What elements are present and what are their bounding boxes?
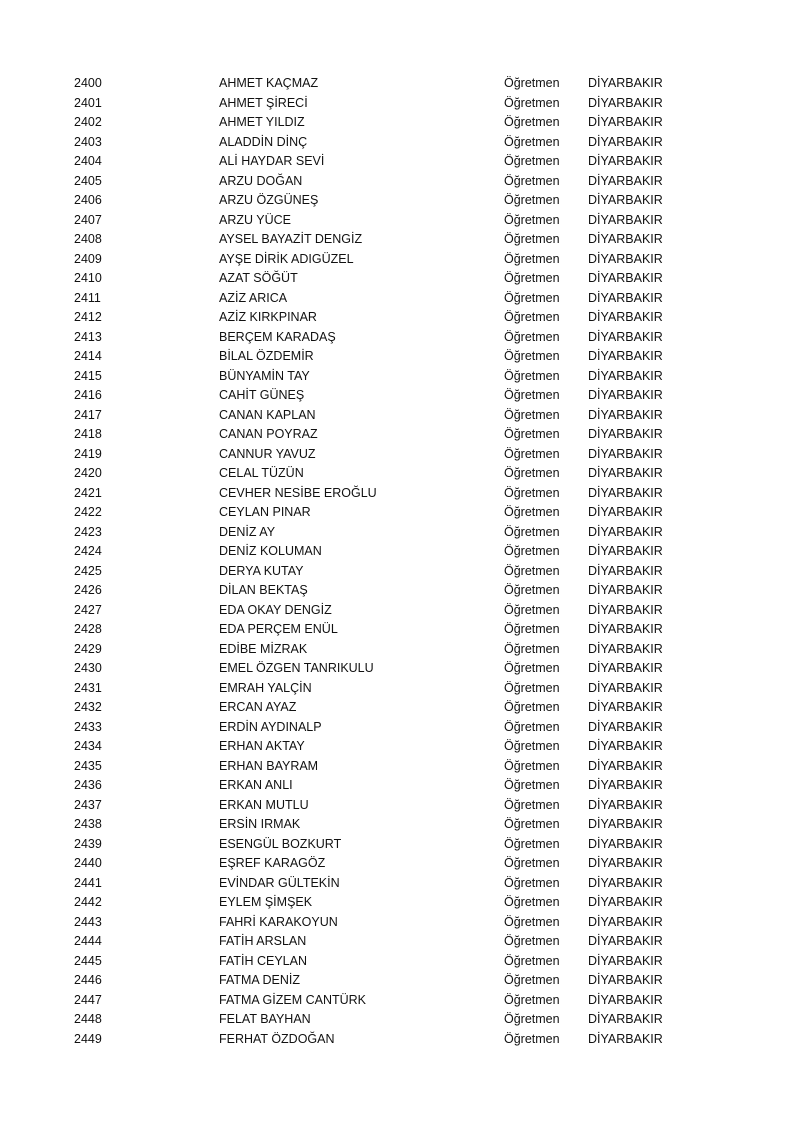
table-row <box>0 640 800 660</box>
person-name: CELAL TÜZÜN <box>219 466 304 480</box>
city-name: DİYARBAKIR <box>588 934 663 948</box>
row-number: 2443 <box>74 914 102 929</box>
table-row <box>0 796 800 816</box>
city-name: DİYARBAKIR <box>588 914 663 929</box>
person-name: ALİ HAYDAR SEVİ <box>219 154 325 168</box>
table-row <box>0 74 800 94</box>
table-row <box>0 94 800 114</box>
person-name: CANAN POYRAZ <box>219 427 318 441</box>
job-title: Öğretmen <box>504 95 560 110</box>
job-title: Öğretmen <box>504 212 560 227</box>
person-name: FELAT BAYHAN <box>219 1012 311 1026</box>
person-name: BİLAL ÖZDEMİR <box>219 349 314 363</box>
job-title: Öğretmen <box>504 583 560 597</box>
city-name: DİYARBAKIR <box>588 427 663 441</box>
table-row <box>0 1030 800 1050</box>
job-title: Öğretmen <box>504 778 560 792</box>
row-number: 2446 <box>74 973 102 987</box>
city-name: DİYARBAKIR <box>588 485 663 500</box>
teacher-list <box>0 74 800 1049</box>
table-row <box>0 269 800 289</box>
row-number: 2418 <box>74 427 102 441</box>
row-number: 2404 <box>74 154 102 168</box>
row-number: 2440 <box>74 856 102 870</box>
table-row <box>0 211 800 231</box>
row-number: 2406 <box>74 193 102 207</box>
row-number: 2401 <box>74 95 102 110</box>
table-row <box>0 893 800 913</box>
person-name: ARZU YÜCE <box>219 212 292 227</box>
job-title: Öğretmen <box>504 856 560 870</box>
city-name: DİYARBAKIR <box>588 817 663 831</box>
person-name: DENİZ AY <box>219 524 276 539</box>
job-title: Öğretmen <box>504 836 560 851</box>
table-row <box>0 776 800 796</box>
row-number: 2417 <box>74 407 102 422</box>
table-row <box>0 230 800 250</box>
table-row <box>0 484 800 504</box>
row-number: 2436 <box>74 778 102 792</box>
row-number: 2423 <box>74 524 102 539</box>
city-name: DİYARBAKIR <box>588 856 663 870</box>
table-row <box>0 971 800 991</box>
job-title: Öğretmen <box>504 76 560 90</box>
person-name: ARZU DOĞAN <box>219 173 303 188</box>
city-name: DİYARBAKIR <box>588 407 663 422</box>
job-title: Öğretmen <box>504 290 560 305</box>
job-title: Öğretmen <box>504 817 560 831</box>
city-name: DİYARBAKIR <box>588 134 663 149</box>
row-number: 2444 <box>74 934 102 948</box>
job-title: Öğretmen <box>504 641 560 656</box>
person-name: AZİZ KIRKPINAR <box>219 310 317 324</box>
row-number: 2416 <box>74 388 102 402</box>
city-name: DİYARBAKIR <box>588 895 663 909</box>
person-name: AYSEL BAYAZİT DENGİZ <box>219 232 363 246</box>
city-name: DİYARBAKIR <box>588 602 663 617</box>
table-row <box>0 581 800 601</box>
person-name: AHMET YILDIZ <box>219 115 305 129</box>
person-name: DERYA KUTAY <box>219 563 304 578</box>
person-name: CEYLAN PINAR <box>219 505 311 519</box>
job-title: Öğretmen <box>504 466 560 480</box>
city-name: DİYARBAKIR <box>588 212 663 227</box>
table-row <box>0 737 800 757</box>
person-name: AZİZ ARICA <box>219 290 288 305</box>
table-row <box>0 367 800 387</box>
job-title: Öğretmen <box>504 563 560 578</box>
person-name: AYŞE DİRİK ADIGÜZEL <box>219 251 354 266</box>
job-title: Öğretmen <box>504 739 560 753</box>
city-name: DİYARBAKIR <box>588 95 663 110</box>
city-name: DİYARBAKIR <box>588 680 663 695</box>
person-name: FERHAT ÖZDOĞAN <box>219 1031 335 1046</box>
row-number: 2419 <box>74 446 102 461</box>
city-name: DİYARBAKIR <box>588 875 663 890</box>
table-row <box>0 698 800 718</box>
city-name: DİYARBAKIR <box>588 992 663 1007</box>
person-name: ERHAN BAYRAM <box>219 758 319 773</box>
person-name: AHMET KAÇMAZ <box>219 76 319 90</box>
person-name: DENİZ KOLUMAN <box>219 544 322 558</box>
row-number: 2427 <box>74 602 102 617</box>
person-name: CEVHER NESİBE EROĞLU <box>219 485 377 500</box>
job-title: Öğretmen <box>504 914 560 929</box>
city-name: DİYARBAKIR <box>588 446 663 461</box>
city-name: DİYARBAKIR <box>588 329 663 344</box>
person-name: CANNUR YAVUZ <box>219 446 316 461</box>
table-row <box>0 932 800 952</box>
person-name: CAHİT GÜNEŞ <box>219 388 305 402</box>
row-number: 2421 <box>74 485 102 500</box>
row-number: 2439 <box>74 836 102 851</box>
city-name: DİYARBAKIR <box>588 290 663 305</box>
city-name: DİYARBAKIR <box>588 661 663 675</box>
job-title: Öğretmen <box>504 446 560 461</box>
job-title: Öğretmen <box>504 310 560 324</box>
table-row <box>0 445 800 465</box>
city-name: DİYARBAKIR <box>588 173 663 188</box>
table-row <box>0 542 800 562</box>
city-name: DİYARBAKIR <box>588 115 663 129</box>
person-name: ERKAN MUTLU <box>219 797 309 812</box>
person-name: ALADDİN DİNÇ <box>219 134 308 149</box>
person-name: ERKAN ANLI <box>219 778 293 792</box>
table-row <box>0 952 800 972</box>
table-row <box>0 659 800 679</box>
city-name: DİYARBAKIR <box>588 251 663 266</box>
job-title: Öğretmen <box>504 622 560 636</box>
person-name: ERSİN IRMAK <box>219 817 301 831</box>
row-number: 2422 <box>74 505 102 519</box>
table-row <box>0 347 800 367</box>
row-number: 2438 <box>74 817 102 831</box>
job-title: Öğretmen <box>504 758 560 773</box>
city-name: DİYARBAKIR <box>588 544 663 558</box>
job-title: Öğretmen <box>504 1031 560 1046</box>
city-name: DİYARBAKIR <box>588 1012 663 1026</box>
table-row <box>0 328 800 348</box>
person-name: ERDİN AYDINALP <box>219 719 322 734</box>
table-row <box>0 172 800 192</box>
row-number: 2442 <box>74 895 102 909</box>
city-name: DİYARBAKIR <box>588 271 663 285</box>
job-title: Öğretmen <box>504 407 560 422</box>
city-name: DİYARBAKIR <box>588 76 663 90</box>
row-number: 2448 <box>74 1012 102 1026</box>
person-name: AHMET ŞİRECİ <box>219 95 308 110</box>
job-title: Öğretmen <box>504 934 560 948</box>
job-title: Öğretmen <box>504 719 560 734</box>
person-name: FATMA DENİZ <box>219 973 301 987</box>
city-name: DİYARBAKIR <box>588 524 663 539</box>
row-number: 2405 <box>74 173 102 188</box>
job-title: Öğretmen <box>504 895 560 909</box>
job-title: Öğretmen <box>504 797 560 812</box>
person-name: FATİH ARSLAN <box>219 934 307 948</box>
job-title: Öğretmen <box>504 505 560 519</box>
city-name: DİYARBAKIR <box>588 973 663 987</box>
row-number: 2437 <box>74 797 102 812</box>
job-title: Öğretmen <box>504 485 560 500</box>
person-name: DİLAN BEKTAŞ <box>219 583 308 597</box>
job-title: Öğretmen <box>504 251 560 266</box>
row-number: 2445 <box>74 953 102 968</box>
row-number: 2434 <box>74 739 102 753</box>
table-row <box>0 503 800 523</box>
row-number: 2426 <box>74 583 102 597</box>
table-row <box>0 757 800 777</box>
person-name: ERHAN AKTAY <box>219 739 305 753</box>
row-number: 2430 <box>74 661 102 675</box>
row-number: 2409 <box>74 251 102 266</box>
job-title: Öğretmen <box>504 973 560 987</box>
city-name: DİYARBAKIR <box>588 154 663 168</box>
person-name: EŞREF KARAGÖZ <box>219 856 326 870</box>
job-title: Öğretmen <box>504 349 560 363</box>
person-name: FATMA GİZEM CANTÜRK <box>219 992 366 1007</box>
person-name: EDİBE MİZRAK <box>219 641 308 656</box>
person-name: EVİNDAR GÜLTEKİN <box>219 875 340 890</box>
table-row <box>0 406 800 426</box>
city-name: DİYARBAKIR <box>588 758 663 773</box>
job-title: Öğretmen <box>504 661 560 675</box>
row-number: 2408 <box>74 232 102 246</box>
city-name: DİYARBAKIR <box>588 622 663 636</box>
table-row <box>0 464 800 484</box>
row-number: 2403 <box>74 134 102 149</box>
row-number: 2428 <box>74 622 102 636</box>
city-name: DİYARBAKIR <box>588 563 663 578</box>
row-number: 2407 <box>74 212 102 227</box>
table-row <box>0 854 800 874</box>
city-name: DİYARBAKIR <box>588 388 663 402</box>
city-name: DİYARBAKIR <box>588 719 663 734</box>
city-name: DİYARBAKIR <box>588 368 663 383</box>
city-name: DİYARBAKIR <box>588 739 663 753</box>
city-name: DİYARBAKIR <box>588 583 663 597</box>
person-name: EYLEM ŞİMŞEK <box>219 895 313 909</box>
table-row <box>0 991 800 1011</box>
job-title: Öğretmen <box>504 329 560 344</box>
job-title: Öğretmen <box>504 193 560 207</box>
city-name: DİYARBAKIR <box>588 349 663 363</box>
row-number: 2410 <box>74 271 102 285</box>
row-number: 2449 <box>74 1031 102 1046</box>
table-row <box>0 601 800 621</box>
row-number: 2425 <box>74 563 102 578</box>
job-title: Öğretmen <box>504 953 560 968</box>
job-title: Öğretmen <box>504 544 560 558</box>
city-name: DİYARBAKIR <box>588 232 663 246</box>
job-title: Öğretmen <box>504 875 560 890</box>
row-number: 2432 <box>74 700 102 714</box>
row-number: 2400 <box>74 76 102 90</box>
city-name: DİYARBAKIR <box>588 505 663 519</box>
row-number: 2435 <box>74 758 102 773</box>
person-name: AZAT SÖĞÜT <box>219 271 298 285</box>
table-row <box>0 620 800 640</box>
person-name: BÜNYAMİN TAY <box>219 368 310 383</box>
person-name: EMRAH YALÇİN <box>219 680 312 695</box>
city-name: DİYARBAKIR <box>588 193 663 207</box>
person-name: EDA PERÇEM ENÜL <box>219 622 338 636</box>
city-name: DİYARBAKIR <box>588 797 663 812</box>
row-number: 2412 <box>74 310 102 324</box>
job-title: Öğretmen <box>504 992 560 1007</box>
job-title: Öğretmen <box>504 154 560 168</box>
row-number: 2431 <box>74 680 102 695</box>
table-row <box>0 191 800 211</box>
table-row <box>0 386 800 406</box>
row-number: 2411 <box>74 290 101 305</box>
table-row <box>0 718 800 738</box>
person-name: ARZU ÖZGÜNEŞ <box>219 193 319 207</box>
job-title: Öğretmen <box>504 602 560 617</box>
person-name: BERÇEM KARADAŞ <box>219 329 336 344</box>
table-row <box>0 308 800 328</box>
table-row <box>0 289 800 309</box>
row-number: 2429 <box>74 641 102 656</box>
table-row <box>0 874 800 894</box>
row-number: 2420 <box>74 466 102 480</box>
row-number: 2415 <box>74 368 102 383</box>
job-title: Öğretmen <box>504 368 560 383</box>
table-row <box>0 523 800 543</box>
table-row <box>0 113 800 133</box>
row-number: 2424 <box>74 544 102 558</box>
person-name: FATİH CEYLAN <box>219 953 307 968</box>
table-row <box>0 425 800 445</box>
job-title: Öğretmen <box>504 1012 560 1026</box>
city-name: DİYARBAKIR <box>588 836 663 851</box>
row-number: 2447 <box>74 992 102 1007</box>
job-title: Öğretmen <box>504 427 560 441</box>
table-row <box>0 815 800 835</box>
row-number: 2402 <box>74 115 102 129</box>
table-row <box>0 1010 800 1030</box>
city-name: DİYARBAKIR <box>588 641 663 656</box>
job-title: Öğretmen <box>504 524 560 539</box>
table-row <box>0 152 800 172</box>
table-row <box>0 133 800 153</box>
city-name: DİYARBAKIR <box>588 700 663 714</box>
person-name: EDA OKAY DENGİZ <box>219 602 332 617</box>
table-row <box>0 913 800 933</box>
job-title: Öğretmen <box>504 232 560 246</box>
person-name: EMEL ÖZGEN TANRIKULU <box>219 661 374 675</box>
row-number: 2414 <box>74 349 102 363</box>
city-name: DİYARBAKIR <box>588 310 663 324</box>
job-title: Öğretmen <box>504 271 560 285</box>
person-name: CANAN KAPLAN <box>219 407 316 422</box>
person-name: ERCAN AYAZ <box>219 700 297 714</box>
job-title: Öğretmen <box>504 173 560 188</box>
job-title: Öğretmen <box>504 700 560 714</box>
table-row <box>0 835 800 855</box>
city-name: DİYARBAKIR <box>588 1031 663 1046</box>
row-number: 2433 <box>74 719 102 734</box>
person-name: FAHRİ KARAKOYUN <box>219 914 338 929</box>
city-name: DİYARBAKIR <box>588 466 663 480</box>
table-row <box>0 562 800 582</box>
person-name: ESENGÜL BOZKURT <box>219 836 342 851</box>
row-number: 2413 <box>74 329 102 344</box>
table-row <box>0 679 800 699</box>
city-name: DİYARBAKIR <box>588 778 663 792</box>
city-name: DİYARBAKIR <box>588 953 663 968</box>
table-row <box>0 250 800 270</box>
job-title: Öğretmen <box>504 388 560 402</box>
row-number: 2441 <box>74 875 102 890</box>
job-title: Öğretmen <box>504 134 560 149</box>
job-title: Öğretmen <box>504 680 560 695</box>
job-title: Öğretmen <box>504 115 560 129</box>
